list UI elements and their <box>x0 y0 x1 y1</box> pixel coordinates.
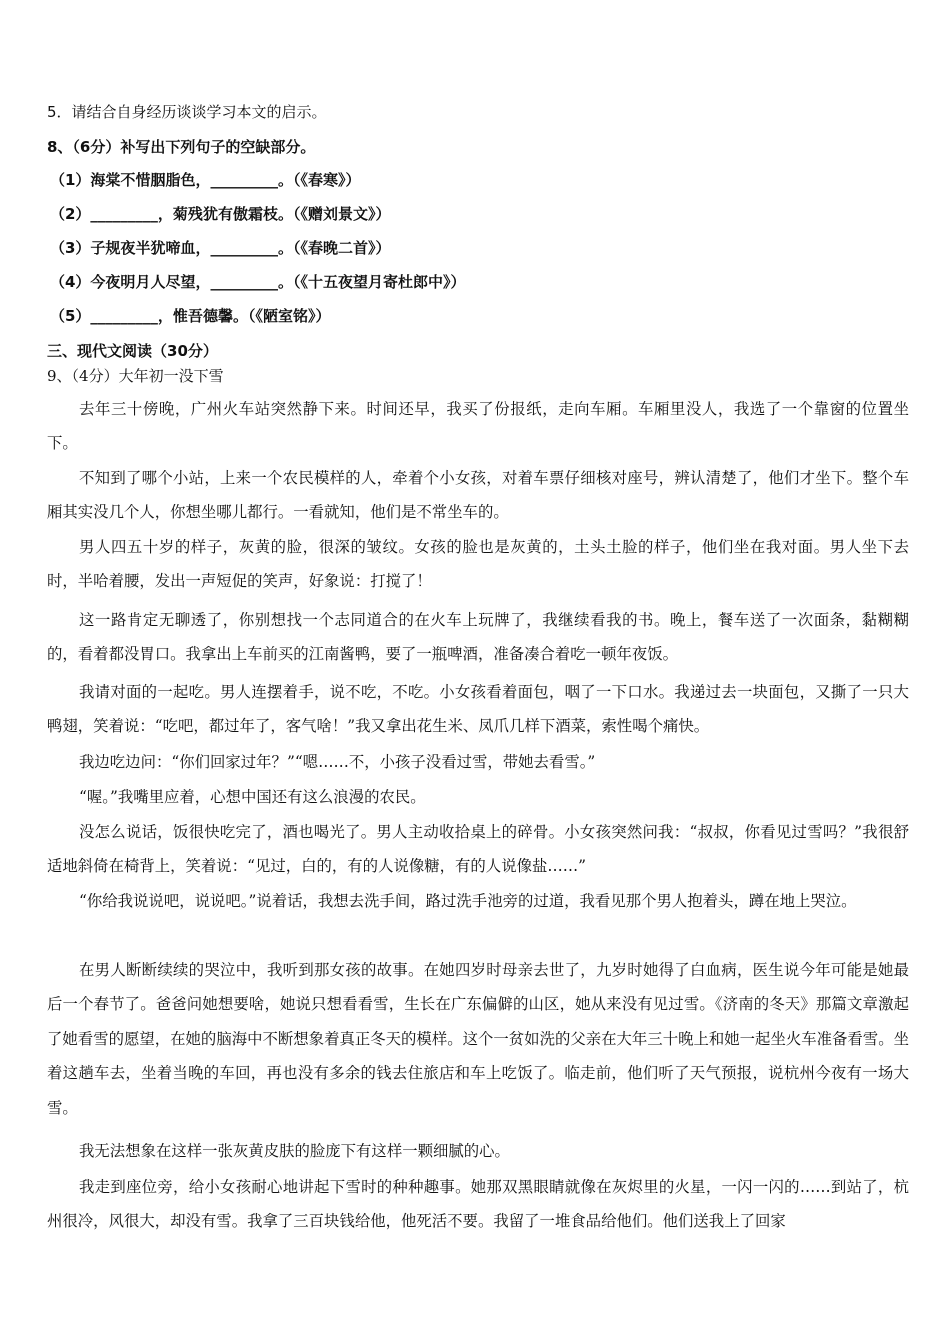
fill-blank-item: （3）子规夜半犹啼血，_________。（《春晚二首》） <box>50 239 391 257</box>
section-3-heading: 三、现代文阅读（30分） <box>47 342 218 360</box>
question-8-heading: 8、（6分）补写出下列句子的空缺部分。 <box>47 138 316 156</box>
passage-paragraph: “喔。”我嘴里应着，心想中国还有这么浪漫的农民。 <box>79 788 426 806</box>
fill-blank-item: （5）_________，惟吾德馨。（《陋室铭》） <box>50 307 331 325</box>
question-5: 5．请结合自身经历谈谈学习本文的启示。 <box>47 103 327 121</box>
passage-paragraph: “你给我说说吧，说说吧。”说着话，我想去洗手间，路过洗手池旁的过道，我看见那个男人抱着头，蹲在地上哭泣。 <box>79 892 857 910</box>
question-9-title: 9、（4分）大年初一没下雪 <box>47 367 224 385</box>
passage-paragraph: 我无法想象在这样一张灰黄皮肤的脸庞下有这样一颗细腻的心。 <box>79 1142 510 1160</box>
passage-paragraph: 在男人断断续续的哭泣中，我听到那女孩的故事。在她四岁时母亲去世了，九岁时她得了白血病，医生说今年可能是她最后一个春节了。爸爸问她想要啥，她说只想看看雪，生长在广东偏僻的山区，她从来没有见过雪。《济南的冬天》那篇文章激起了她看雪的愿望，在她的脑海中不断想象着真正冬天的模样。这个一贫如洗的父亲在大年三十晚上和她一起坐火车准备看雪。坐着这趟车去，坐着当晚的车回，再也没有多余的钱去住旅店和车上吃饭了。临走前，他们听了天气预报，说杭州今夜有一场大雪。 <box>47 961 909 1117</box>
passage-paragraph: 我边吃边问：“你们回家过年？”“嗯……不，小孩子没看过雪，带她去看雪。” <box>79 753 596 771</box>
passage-paragraph: 男人四五十岁的样子，灰黄的脸，很深的皱纹。女孩的脸也是灰黄的，土头土脸的样子，他们坐在我对面。男人坐下去时，半哈着腰，发出一声短促的笑声，好象说：打搅了！ <box>47 538 909 591</box>
passage-paragraph: 我请对面的一起吃。男人连摆着手，说不吃，不吃。小女孩看着面包，咽了一下口水。我递过去一块面包，又撕了一只大鸭翅，笑着说：“吃吧，都过年了，客气啥！”我又拿出花生米、凤爪几样下酒菜，索性喝个痛快。 <box>47 683 909 736</box>
passage-paragraph: 这一路肯定无聊透了，你别想找一个志同道合的在火车上玩牌了，我继续看我的书。晚上，餐车送了一次面条，黏糊糊的，看着都没胃口。我拿出上车前买的江南酱鸭，要了一瓶啤酒，准备凑合着吃一顿年夜饭。 <box>47 611 909 664</box>
fill-blank-item: （2）_________，菊残犹有傲霜枝。（《赠刘景文》） <box>50 205 391 223</box>
passage-paragraph: 去年三十傍晚，广州火车站突然静下来。时间还早，我买了份报纸，走向车厢。车厢里没人，我选了一个靠窗的位置坐下。 <box>47 400 909 453</box>
fill-blank-item: （1）海棠不惜胭脂色，_________。（《春寒》） <box>50 171 361 189</box>
fill-blank-item: （4）今夜明月人尽望，_________。（《十五夜望月寄杜郎中》） <box>50 273 466 291</box>
passage-paragraph: 没怎么说话，饭很快吃完了，酒也喝光了。男人主动收拾桌上的碎骨。小女孩突然问我：“叔叔，你看见过雪吗？”我很舒适地斜倚在椅背上，笑着说：“见过，白的，有的人说像糖，有的人说像盐……” <box>47 823 909 876</box>
passage-paragraph: 我走到座位旁，给小女孩耐心地讲起下雪时的种种趣事。她那双黑眼睛就像在灰烬里的火星，一闪一闪的……到站了，杭州很冷，风很大，却没有雪。我拿了三百块钱给他，他死活不要。我留了一堆食品给他们。他们送我上了回家 <box>47 1178 909 1231</box>
passage-paragraph: 不知到了哪个小站，上来一个农民模样的人，牵着个小女孩，对着车票仔细核对座号，辨认清楚了，他们才坐下。整个车厢其实没几个人，你想坐哪儿都行。一看就知，他们是不常坐车的。 <box>47 469 909 522</box>
